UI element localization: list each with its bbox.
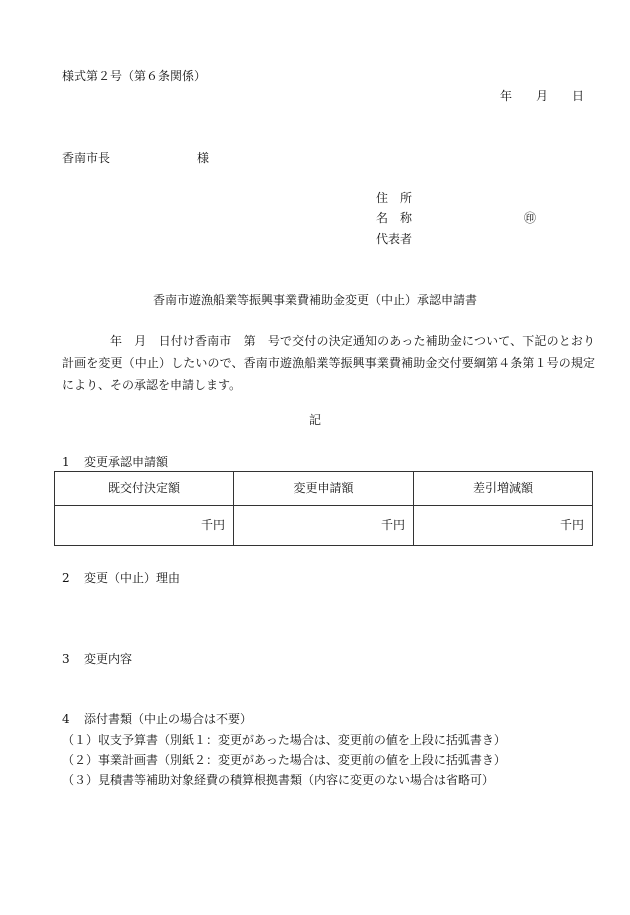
- section-4-label: 添付書類（中止の場合は不要）: [84, 712, 253, 726]
- table-header-cell: 差引増減額: [414, 472, 593, 506]
- table-header-cell: 変更申請額: [234, 472, 414, 506]
- applicant-address-row: [376, 191, 416, 205]
- attachment-item: （１）収支予算書（別紙１：変更があった場合は、変更前の値を上段に括弧書き）: [62, 733, 506, 747]
- applicant-name-label: 名 称: [376, 211, 413, 225]
- applicant-representative-label: 代表者: [376, 232, 413, 246]
- section-1-heading: [62, 455, 168, 469]
- section-2-heading: [62, 571, 180, 585]
- section-2-number: 2: [62, 571, 70, 585]
- applicant-name-row: [376, 211, 416, 225]
- section-3-label: 変更内容: [84, 652, 133, 666]
- attachment-item: （３）見積書等補助対象経費の積算根拠書類（内容に変更のない場合は省略可）: [62, 773, 495, 787]
- section-4-heading: [62, 712, 252, 726]
- table-cell-unit: 千円: [55, 506, 234, 546]
- section-1-label: 変更承認申請額: [84, 455, 169, 469]
- addressee-honorific: 様: [197, 151, 210, 165]
- document-title: 香南市遊漁船業等振興事業費補助金変更（中止）承認申請書: [152, 293, 477, 307]
- ki-heading: 記: [308, 413, 321, 427]
- section-3-heading: [62, 652, 132, 666]
- section-1-number: 1: [62, 455, 70, 469]
- table-header-cell: 既交付決定額: [55, 472, 234, 506]
- section-3-number: 3: [62, 652, 70, 666]
- form-number: 様式第２号（第６条関係）: [62, 69, 207, 83]
- section-2-label: 変更（中止）理由: [84, 571, 181, 585]
- applicant-representative-row: [376, 232, 416, 246]
- date-line: 年 月 日: [500, 89, 585, 103]
- table-header-row: [55, 472, 593, 506]
- applicant-address-label: 住 所: [376, 191, 413, 205]
- addressee-name: 香南市長: [62, 151, 111, 165]
- attachment-item: （２）事業計画書（別紙２：変更があった場合は、変更前の値を上段に括弧書き）: [62, 753, 506, 767]
- seal-mark-icon: ㊞: [524, 211, 537, 225]
- section-4-number: 4: [62, 712, 70, 726]
- table-row: [55, 506, 593, 546]
- table-cell-unit: 千円: [234, 506, 414, 546]
- body-paragraph: 年 月 日付け香南市 第 号で交付の決定通知のあった補助金について、下記のとおり計画を変更（中止）したいので、香南市遊漁船業等振興事業費補助金交付要綱第４条第１号の規定により、その承認を申請します。: [62, 334, 595, 392]
- table-cell-unit: 千円: [414, 506, 593, 546]
- amounts-table: [54, 471, 593, 546]
